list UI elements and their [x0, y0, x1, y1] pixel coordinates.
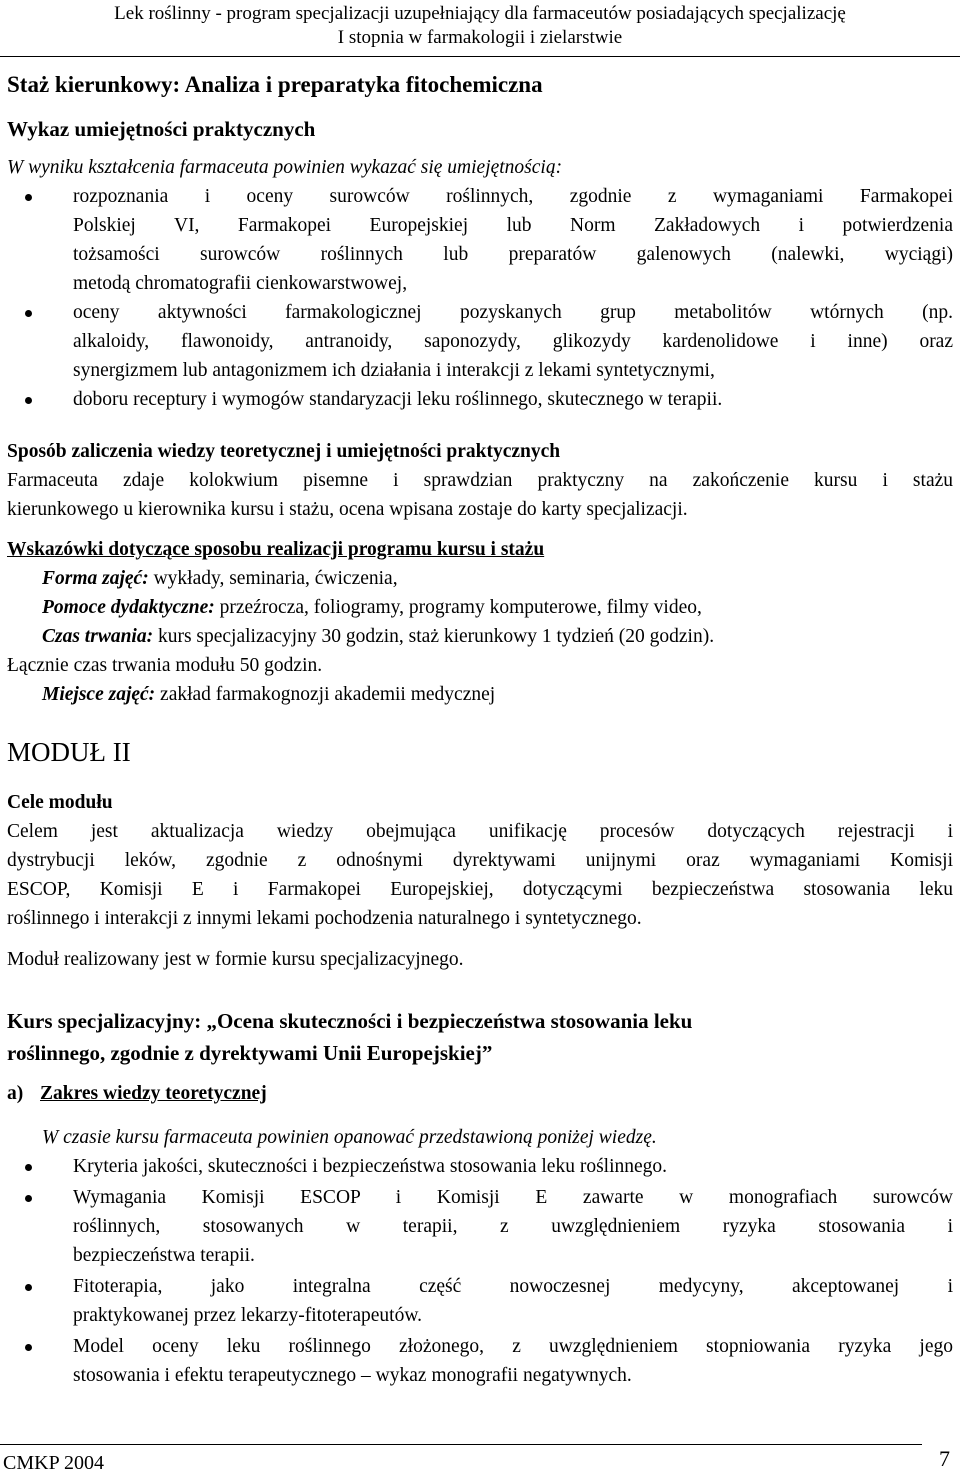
- header-line-2: I stopnia w farmakologii i zielarstwie: [337, 27, 623, 48]
- running-header: [0, 0, 960, 57]
- staz-title: Staż kierunkowy: Analiza i preparatyka fitochemiczna: [7, 72, 543, 97]
- knowledge-line: Fitoterapia, jako integralna część nowoczesnej medycyny, akceptowanej i: [73, 1276, 953, 1297]
- skill-item: [0, 182, 953, 298]
- course-title-line: roślinnego, zgodnie z dyrektywami Unii Europejskiej”: [7, 1041, 493, 1065]
- assessment-line: Farmaceuta zdaje kolokwium pisemne i sprawdzian praktyczny na zakończenie kursu i stażu: [7, 470, 953, 491]
- skill-line: doboru receptury i wymogów standaryzacji leku roślinnego, skutecznego w terapii.: [73, 389, 723, 410]
- miejsce-label: Miejsce zajęć:: [42, 684, 156, 705]
- bullet-icon: [25, 1195, 32, 1202]
- assessment-heading: Sposób zaliczenia wiedzy teoretycznej i umiejętności praktycznych: [7, 441, 561, 462]
- page-number: 7: [939, 1446, 950, 1471]
- section-a-intro: W czasie kursu farmaceuta powinien opanować przedstawioną poniżej wiedzę.: [42, 1127, 657, 1148]
- skill-item: [0, 298, 953, 385]
- czas-label: Czas trwania:: [42, 626, 154, 647]
- goals-line: dystrybucji leków, zgodnie z odnośnymi dyrektywami unijnymi oraz wymaganiami Komisji: [7, 850, 953, 871]
- bullet-icon: [25, 1284, 32, 1291]
- pomoce-line: [42, 593, 953, 622]
- course-title: [7, 1005, 953, 1069]
- knowledge-line: Model oceny leku roślinnego złożonego, z uwzględnieniem stopniowania ryzyka jego: [73, 1336, 953, 1357]
- hints-heading-text: Wskazówki dotyczące sposobu realizacji programu kursu i stażu: [7, 539, 545, 560]
- skill-line: oceny aktywności farmakologicznej pozyskanych grup metabolitów wtórnych (np.: [73, 302, 953, 323]
- footer-source: CMKP 2004: [3, 1452, 104, 1474]
- skills-heading: Wykaz umiejętności praktycznych: [7, 117, 316, 141]
- pomoce-value: przeźrocza, foliogramy, programy komputerowe, filmy video,: [214, 597, 702, 618]
- czas-line: [42, 622, 953, 651]
- skill-line: alkaloidy, flawonoidy, antranoidy, saponozydy, glikozydy kardenolidowe i inne) oraz: [73, 331, 953, 352]
- miejsce-value: zakład farmakognozji akademii medycznej: [155, 684, 496, 705]
- header-line-1: Lek roślinny - program specjalizacji uzupełniający dla farmaceutów posiadających specjalizację: [114, 3, 846, 24]
- knowledge-line: stosowania i efektu terapeutycznego – wykaz monografii negatywnych.: [73, 1365, 632, 1386]
- knowledge-item: [0, 1183, 953, 1270]
- knowledge-list: [0, 1152, 953, 1390]
- bullet-icon: [25, 397, 32, 404]
- bullet-icon: [25, 194, 32, 201]
- hints-heading: [7, 535, 953, 564]
- miejsce-line: [42, 680, 953, 709]
- goals-line: ESCOP, Komisji E i Farmakopei Europejskiej, dotyczącymi bezpieczeństwa stosowania leku: [7, 879, 953, 900]
- footer-rule: [0, 1444, 922, 1445]
- assessment-text: [7, 466, 953, 524]
- forma-line: [42, 564, 953, 593]
- knowledge-line: roślinnych, stosowanych w terapii, z uwzględnieniem ryzyka stosowania i: [73, 1216, 953, 1237]
- section-a-heading: [7, 1079, 953, 1108]
- bullet-icon: [25, 1164, 32, 1171]
- goals-text: [7, 817, 953, 933]
- forma-label: Forma zajęć:: [42, 568, 149, 589]
- czas-total: Łącznie czas trwania modułu 50 godzin.: [7, 655, 323, 676]
- knowledge-line: Wymagania Komisji ESCOP i Komisji E zawarte w monografiach surowców: [73, 1187, 953, 1208]
- skills-intro: W wyniku kształcenia farmaceuta powinien wykazać się umiejętnością:: [7, 157, 563, 178]
- knowledge-item: [0, 1272, 953, 1330]
- goals-heading: Cele modułu: [7, 792, 113, 813]
- module-form-line: Moduł realizowany jest w formie kursu specjalizacyjnego.: [7, 949, 464, 970]
- knowledge-item: [0, 1332, 953, 1390]
- skill-line: rozpoznania i oceny surowców roślinnych, zgodnie z wymaganiami Farmakopei: [73, 186, 953, 207]
- course-title-line: Kurs specjalizacyjny: „Ocena skuteczności i bezpieczeństwa stosowania leku: [7, 1009, 693, 1033]
- knowledge-item: [0, 1152, 953, 1181]
- knowledge-line: praktykowanej przez lekarzy-fitoterapeutów.: [73, 1305, 423, 1326]
- skill-line: synergizmem lub antagonizmem ich działania i interakcji z lekami syntetycznymi,: [73, 360, 715, 381]
- bullet-icon: [25, 310, 32, 317]
- goals-line: Celem jest aktualizacja wiedzy obejmująca unifikację procesów dotyczących rejestracji i: [7, 821, 953, 842]
- skills-list: [0, 182, 953, 414]
- assessment-line: kierunkowego u kierownika kursu i stażu, ocena wpisana zostaje do karty specjalizacji.: [7, 499, 688, 520]
- knowledge-line: bezpieczeństwa terapii.: [73, 1245, 255, 1266]
- module-title: MODUŁ II: [7, 737, 131, 767]
- section-a-title: Zakres wiedzy teoretycznej: [40, 1083, 267, 1104]
- pomoce-label: Pomoce dydaktyczne:: [42, 597, 215, 618]
- goals-line: roślinnego i interakcji z innymi lekami pochodzenia naturalnego i syntetycznego.: [7, 908, 642, 929]
- skill-line: metodą chromatografii cienkowarstwowej,: [73, 273, 408, 294]
- skill-line: Polskiej VI, Farmakopei Europejskiej lub Norm Zakładowych i potwierdzenia: [73, 215, 953, 236]
- knowledge-line: Kryteria jakości, skuteczności i bezpieczeństwa stosowania leku roślinnego.: [73, 1156, 668, 1177]
- skill-item: [0, 385, 953, 414]
- czas-value: kurs specjalizacyjny 30 godzin, staż kierunkowy 1 tydzień (20 godzin).: [153, 626, 715, 647]
- forma-value: wykłady, seminaria, ćwiczenia,: [148, 568, 398, 589]
- bullet-icon: [25, 1344, 32, 1351]
- section-a-marker: a): [7, 1083, 24, 1104]
- skill-line: tożsamości surowców roślinnych lub preparatów galenowych (nalewki, wyciągi): [73, 244, 953, 265]
